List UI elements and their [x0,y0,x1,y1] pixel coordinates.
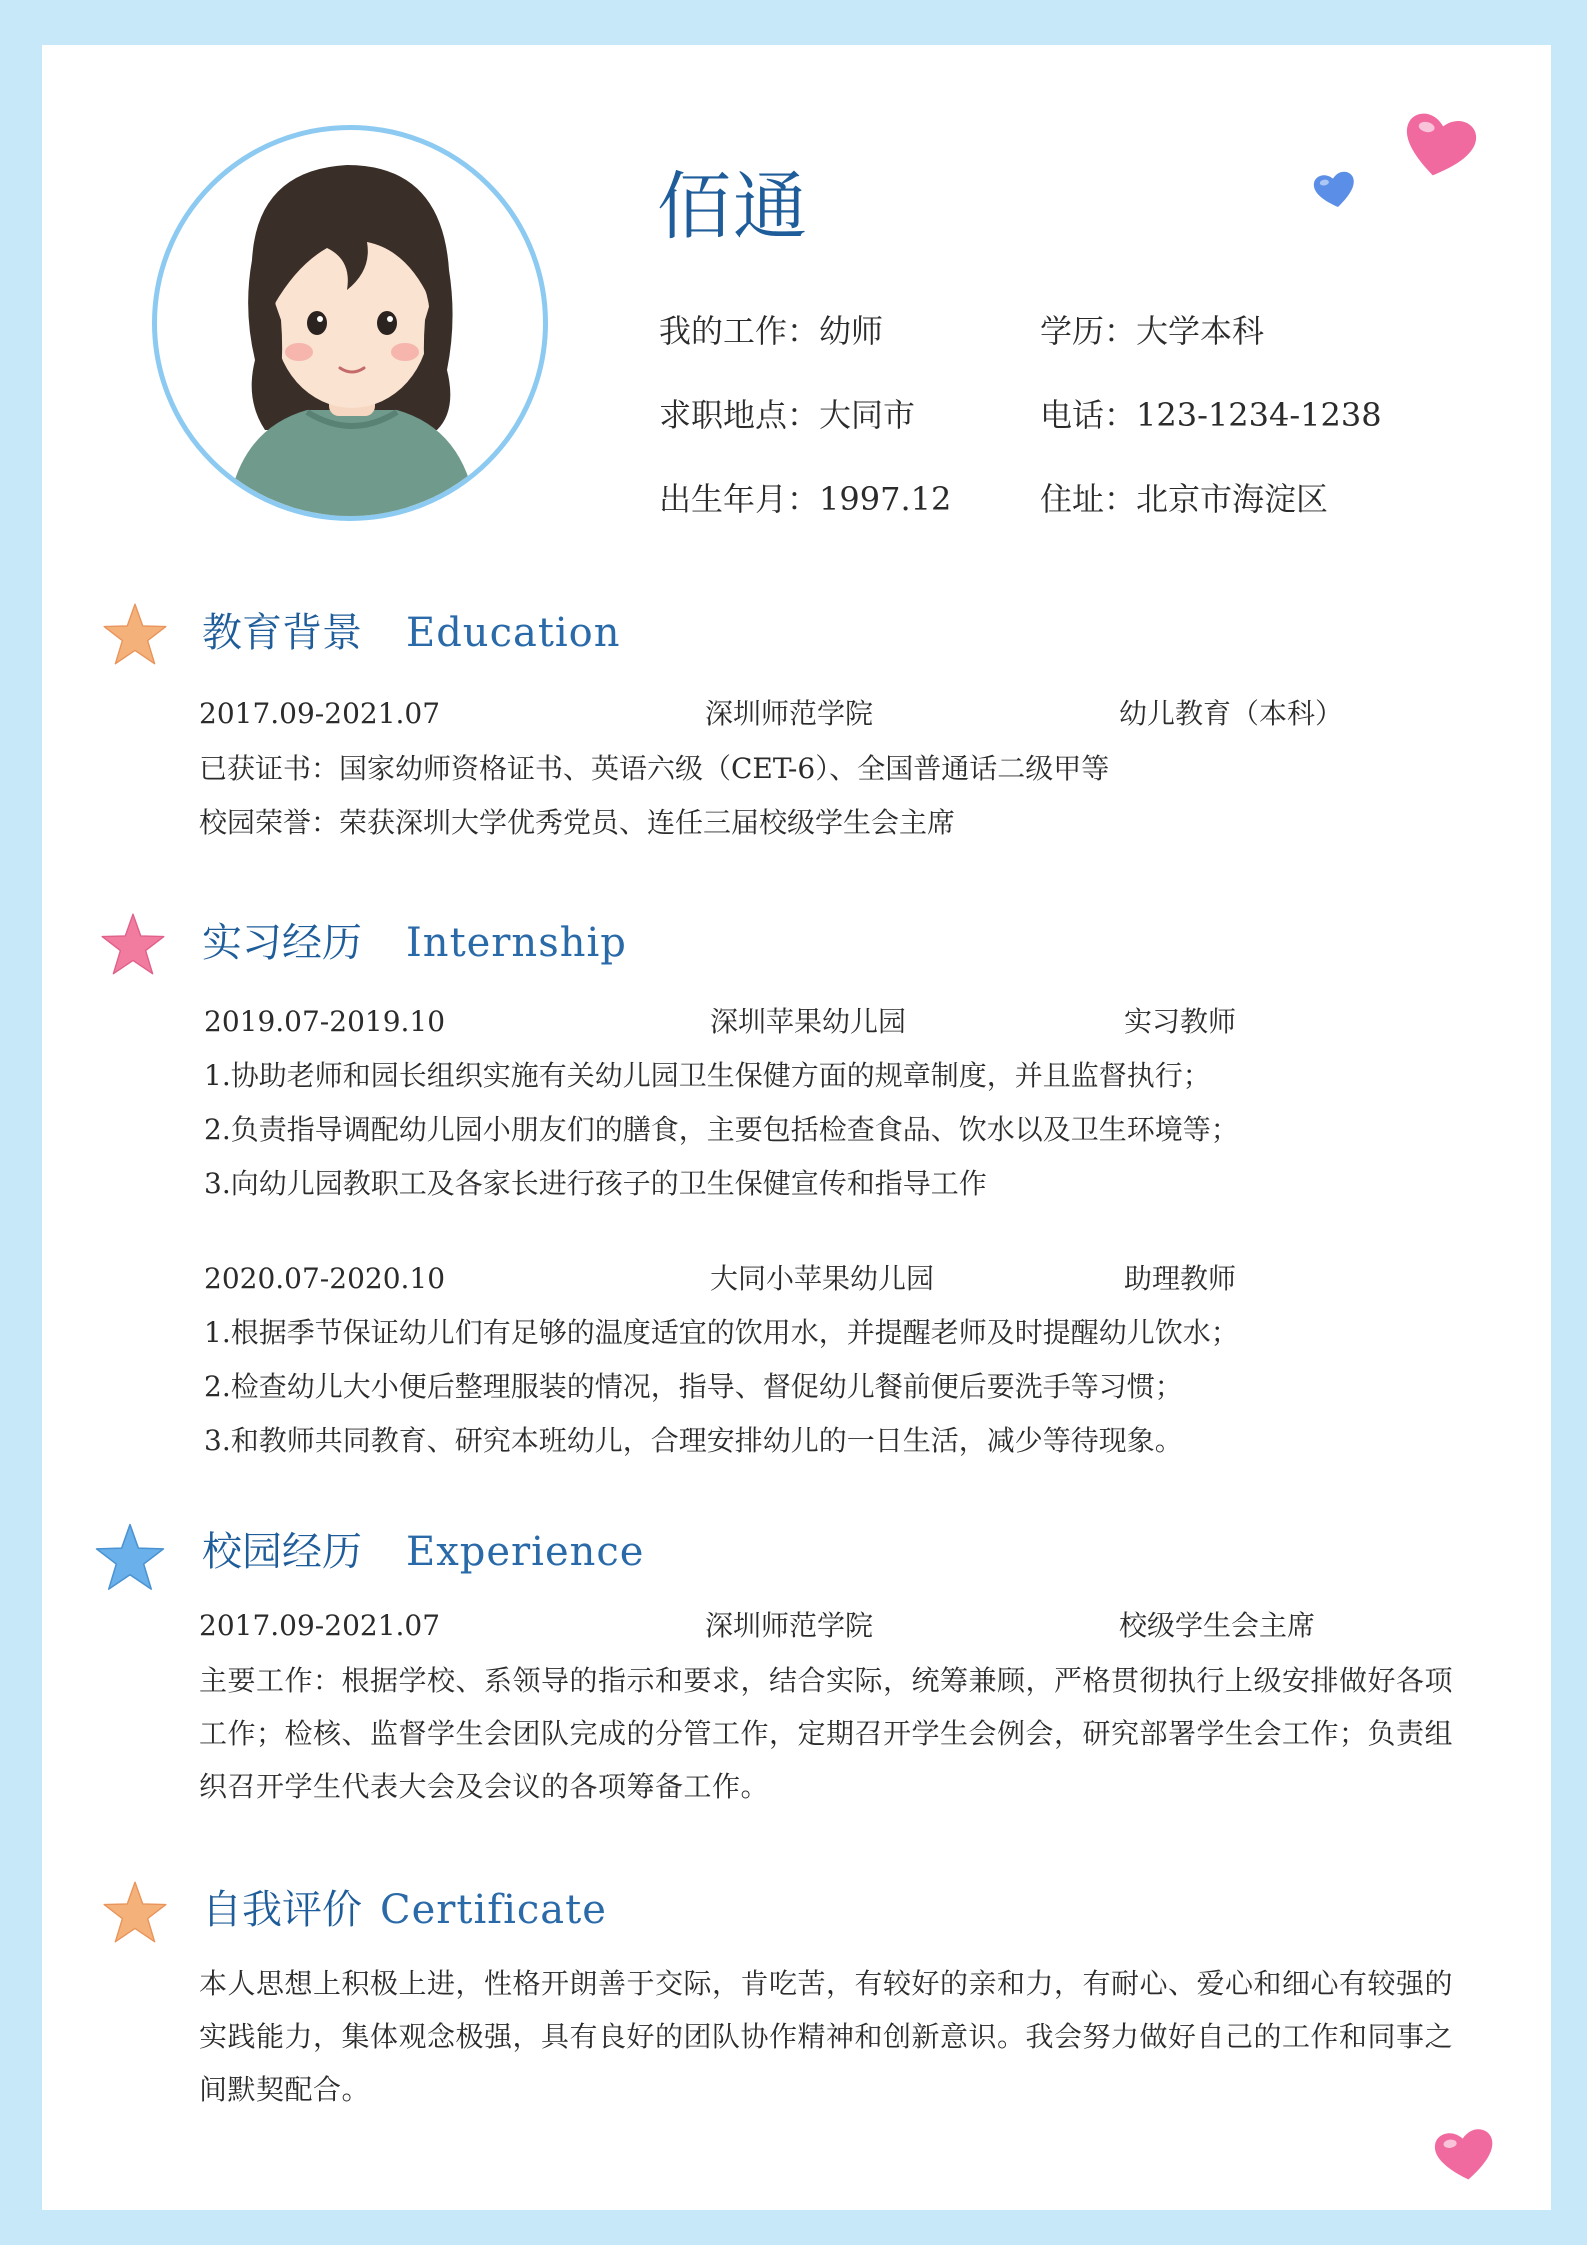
section-title-en: Certificate [380,1887,607,1933]
education-school: 深圳师范学院 [705,697,874,730]
heart-icon [1312,169,1358,211]
star-icon [92,1520,168,1596]
internship-item: 2.检查幼儿大小便后整理服装的情况，指导、督促幼儿餐前便后要洗手等习惯； [204,1370,1183,1403]
section-title-cn: 自我评价 [202,1887,362,1933]
internship-item: 3.和教师共同教育、研究本班幼儿，合理安排幼儿的一日生活，减少等待现象。 [204,1424,1183,1457]
heart-icon [1432,2125,1498,2185]
section-title-cn: 教育背景 [202,610,362,656]
internship-org: 大同小苹果幼儿园 [710,1262,935,1295]
education-period: 2017.09-2021.07 [199,697,441,730]
info-phone: 电话：123-1234-1238 [1040,396,1382,434]
experience-period: 2017.09-2021.07 [199,1609,441,1642]
info-education: 学历：大学本科 [1040,312,1265,350]
internship-item: 3.向幼儿园教职工及各家长进行孩子的卫生保健宣传和指导工作 [204,1167,987,1200]
internship-role: 实习教师 [1124,1005,1237,1038]
section-title-experience [202,1529,645,1575]
section-title-en: Education [406,610,621,656]
education-certs: 已获证书：国家幼师资格证书、英语六级（CET-6）、全国普通话二级甲等 [199,752,1110,785]
internship-period: 2019.07-2019.10 [204,1005,446,1038]
section-title-en: Internship [406,920,627,966]
internship-org: 深圳苹果幼儿园 [710,1005,907,1038]
internship-role: 助理教师 [1124,1262,1237,1295]
section-title-internship [202,920,627,966]
experience-description: 主要工作：根据学校、系领导的指示和要求，结合实际，统筹兼顾，严格贯彻执行上级安排做好各项工作；检核、监督学生会团队完成的分管工作，定期召开学生会例会，研究部署学生会工作；负责组织召开学生代表大会及会议的各项筹备工作。 [199,1664,1454,1803]
heart-icon [1399,110,1479,182]
resume-page [42,45,1551,2210]
star-icon [100,600,170,670]
info-address: 住址：北京市海淀区 [1040,480,1329,518]
info-location: 求职地点：大同市 [659,396,916,434]
section-title-cn: 校园经历 [202,1529,362,1575]
section-title-education [202,610,621,656]
internship-period: 2020.07-2020.10 [204,1262,446,1295]
star-icon [98,910,168,980]
experience-role: 校级学生会主席 [1119,1609,1316,1642]
candidate-name: 佰通 [657,164,809,250]
education-honors: 校园荣誉：荣获深圳大学优秀党员、连任三届校级学生会主席 [199,806,956,839]
internship-item: 1.根据季节保证幼儿们有足够的温度适宜的饮用水，并提醒老师及时提醒幼儿饮水； [204,1316,1239,1349]
experience-org: 深圳师范学院 [705,1609,874,1642]
avatar-illustration [157,130,543,516]
info-job: 我的工作：幼师 [659,312,884,350]
section-title-self-evaluation [202,1887,607,1933]
self-evaluation-description: 本人思想上积极上进，性格开朗善于交际，肯吃苦，有较好的亲和力，有耐心、爱心和细心有较强的实践能力，集体观念极强，具有良好的团队协作精神和创新意识。我会努力做好自己的工作和同事之间默契配合。 [199,1967,1454,2106]
star-icon [100,1878,170,1948]
section-title-cn: 实习经历 [202,920,362,966]
info-birth: 出生年月：1997.12 [659,480,952,518]
internship-item: 1.协助老师和园长组织实施有关幼儿园卫生保健方面的规章制度，并且监督执行； [204,1059,1211,1092]
education-major: 幼儿教育（本科） [1119,697,1344,730]
avatar [152,125,548,521]
internship-item: 2.负责指导调配幼儿园小朋友们的膳食，主要包括检查食品、饮水以及卫生环境等； [204,1113,1239,1146]
section-title-en: Experience [406,1529,645,1575]
